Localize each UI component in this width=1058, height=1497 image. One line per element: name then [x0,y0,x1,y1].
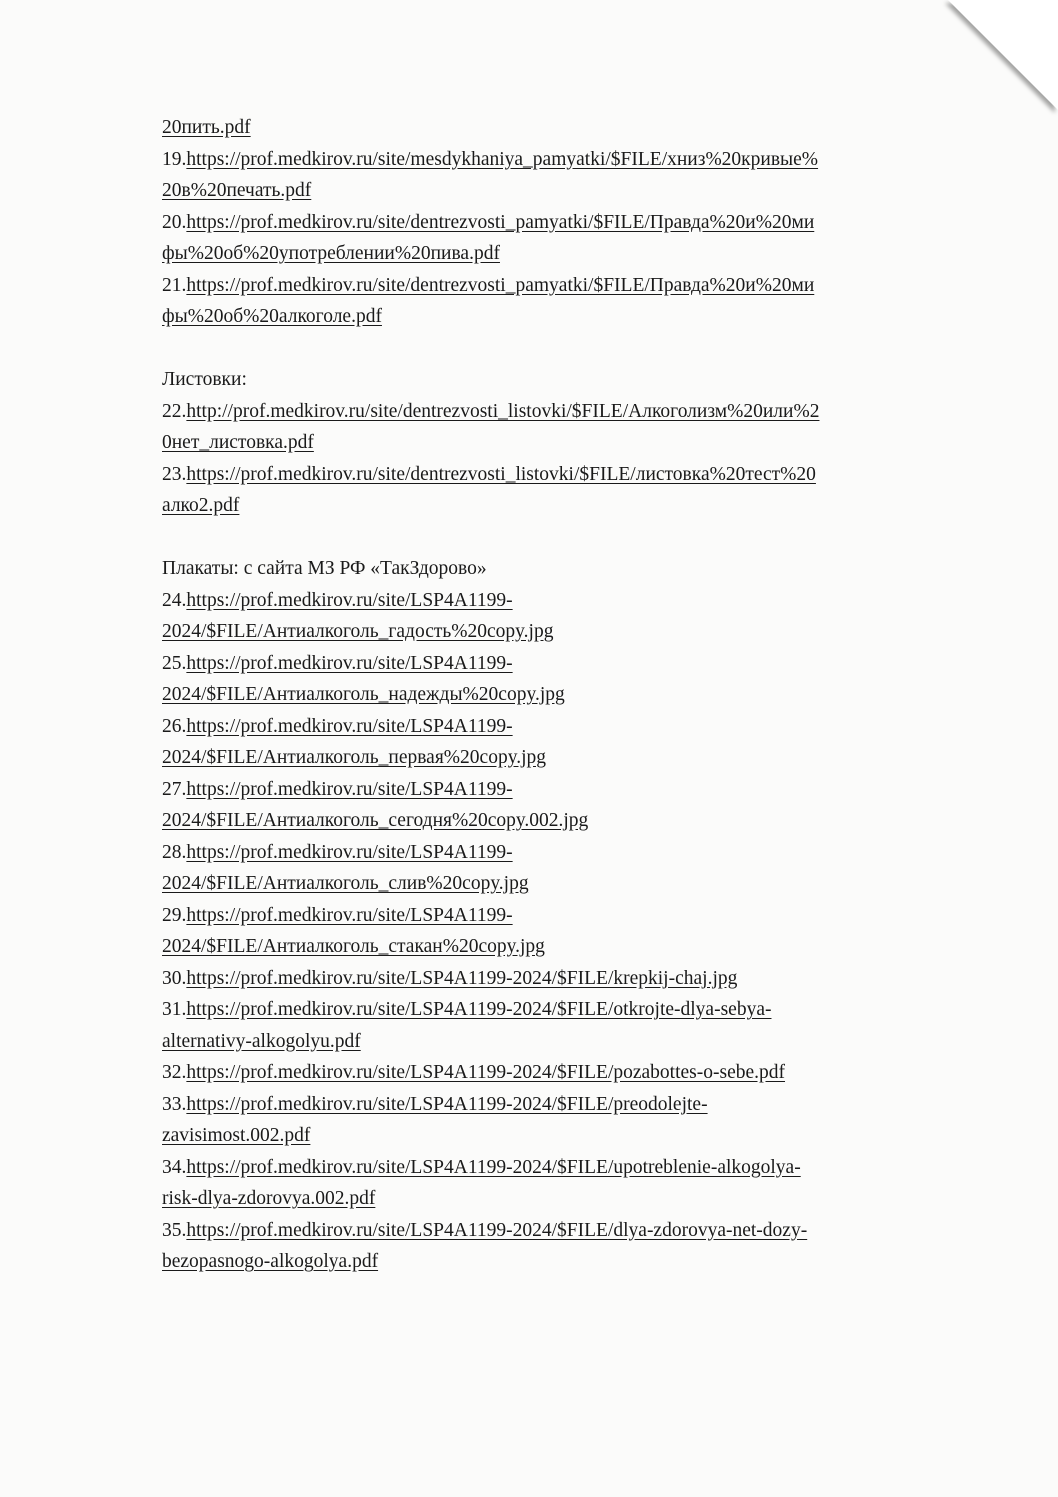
item-number: 27. [162,778,187,800]
url-link-continuation[interactable] [162,868,982,900]
list-item [162,270,982,302]
item-number: 35. [162,1219,187,1241]
url-link[interactable]: https://prof.medkirov.ru/site/LSP4A1199-2024/$FILE/preodolejte- [186,1093,708,1115]
url-link[interactable]: фы%20об%20алкоголе.pdf [162,306,382,327]
url-link-continuation[interactable] [162,301,982,333]
list-item [162,1057,982,1089]
url-link[interactable]: 2024/$FILE/Антиалкоголь_гадость%20copy.jpg [162,621,554,642]
url-link[interactable]: https://prof.medkirov.ru/site/mesdykhaniya_pamyatki/$FILE/хниз%20кривые% [186,148,819,170]
url-link[interactable]: https://prof.medkirov.ru/site/LSP4A1199- [186,715,513,737]
url-link[interactable]: https://prof.medkirov.ru/site/LSP4A1199-2024/$FILE/dlya-zdorovya-net-dozy- [186,1219,808,1241]
list-item [162,585,982,617]
item-number: 19. [162,148,187,170]
list-item [162,396,982,428]
url-link[interactable]: https://prof.medkirov.ru/site/LSP4A1199- [186,904,513,926]
url-link[interactable]: 2024/$FILE/Антиалкоголь_слив%20copy.jpg [162,873,529,894]
list-item [162,648,982,680]
url-link[interactable]: https://prof.medkirov.ru/site/LSP4A1199- [186,778,513,800]
heading-leaflets: Листовки: [162,369,247,390]
url-link-continuation[interactable] [162,1120,982,1152]
url-link-continuation[interactable] [162,679,982,711]
document-body [162,112,982,1278]
item-number: 21. [162,274,187,296]
url-link-continuation[interactable] [162,805,982,837]
list-item [162,774,982,806]
url-link[interactable]: https://prof.medkirov.ru/site/LSP4A1199-2024/$FILE/pozabottes-o-sebe.pdf [186,1062,786,1083]
url-link[interactable]: https://prof.medkirov.ru/site/dentrezvosti_pamyatki/$FILE/Правда%20и%20ми [186,211,815,233]
link-list-memos [162,144,982,333]
url-link[interactable]: https://prof.medkirov.ru/site/LSP4A1199-2024/$FILE/otkrojte-dlya-sebya- [186,999,772,1020]
url-link[interactable]: risk-dlya-zdorovya.002.pdf [162,1188,376,1209]
url-link[interactable]: 20в%20печать.pdf [162,180,312,201]
url-link[interactable]: http://prof.medkirov.ru/site/dentrezvosti_listovki/$FILE/Алкоголизм%20или%2 [186,400,820,422]
list-item [162,459,982,491]
item-number: 31. [162,999,187,1020]
list-item [162,711,982,743]
list-item [162,963,982,995]
url-link[interactable]: https://prof.medkirov.ru/site/LSP4A1199-2024/$FILE/upotreblenie-alkogolya- [186,1156,801,1178]
url-link[interactable]: bezopasnogo-alkogolya.pdf [162,1251,379,1272]
url-link-continuation[interactable] [162,490,982,522]
item-number: 34. [162,1156,187,1178]
list-item [162,1089,982,1121]
url-link[interactable]: 2024/$FILE/Антиалкоголь_стакан%20copy.jpg [162,936,545,957]
item-number: 20. [162,211,187,233]
heading-posters: Плакаты: с сайта МЗ РФ «ТакЗдорово» [162,558,487,579]
item-number: 23. [162,463,187,485]
url-link[interactable]: фы%20об%20употреблении%20пива.pdf [162,243,500,264]
url-link[interactable]: 2024/$FILE/Антиалкоголь_первая%20copy.jpg [162,747,546,768]
item-number: 24. [162,589,187,611]
list-item [162,1152,982,1184]
item-number: 29. [162,904,187,926]
url-link-continuation[interactable] [162,1246,982,1278]
item-number: 26. [162,715,187,737]
url-link[interactable]: https://prof.medkirov.ru/site/LSP4A1199- [186,589,513,611]
item-number: 28. [162,841,187,863]
url-link[interactable]: 0нет_листовка.pdf [162,432,314,453]
link-fragment[interactable]: 20пить.pdf [162,117,251,138]
url-link-continuation[interactable] [162,427,982,459]
item-number: 33. [162,1093,187,1115]
url-link-continuation[interactable] [162,616,982,648]
list-item [162,144,982,176]
url-link-continuation[interactable] [162,1026,982,1058]
url-link-continuation[interactable] [162,238,982,270]
url-link[interactable]: https://prof.medkirov.ru/site/dentrezvosti_listovki/$FILE/листовка%20тест%20 [186,463,816,485]
item-number: 25. [162,652,187,674]
url-link-continuation[interactable] [162,931,982,963]
url-link[interactable]: alternativy-alkogolyu.pdf [162,1030,361,1052]
url-link[interactable]: 2024/$FILE/Антиалкоголь_надежды%20copy.jpg [162,684,565,705]
url-link[interactable]: https://prof.medkirov.ru/site/LSP4A1199- [186,841,513,863]
url-link-continuation[interactable] [162,175,982,207]
url-link-continuation[interactable] [162,742,982,774]
url-link[interactable]: zavisimost.002.pdf [162,1125,311,1146]
url-link[interactable]: https://prof.medkirov.ru/site/dentrezvosti_pamyatki/$FILE/Правда%20и%20ми [186,274,815,296]
list-item [162,994,982,1026]
item-number: 30. [162,967,187,989]
folded-corner [948,0,1058,110]
url-link[interactable]: https://prof.medkirov.ru/site/LSP4A1199-2024/$FILE/krepkij-chaj.jpg [186,967,738,989]
url-link[interactable]: 2024/$FILE/Антиалкоголь_сегодня%20copy.002.jpg [162,810,589,831]
list-item [162,837,982,869]
link-list-posters [162,585,982,1278]
list-item [162,900,982,932]
list-item [162,1215,982,1247]
item-number: 22. [162,400,187,422]
url-link[interactable]: алко2.pdf [162,495,240,516]
item-number: 32. [162,1062,187,1083]
list-item [162,207,982,239]
url-link-continuation[interactable] [162,1183,982,1215]
url-link[interactable]: https://prof.medkirov.ru/site/LSP4A1199- [186,652,513,674]
link-list-leaflets [162,396,982,522]
